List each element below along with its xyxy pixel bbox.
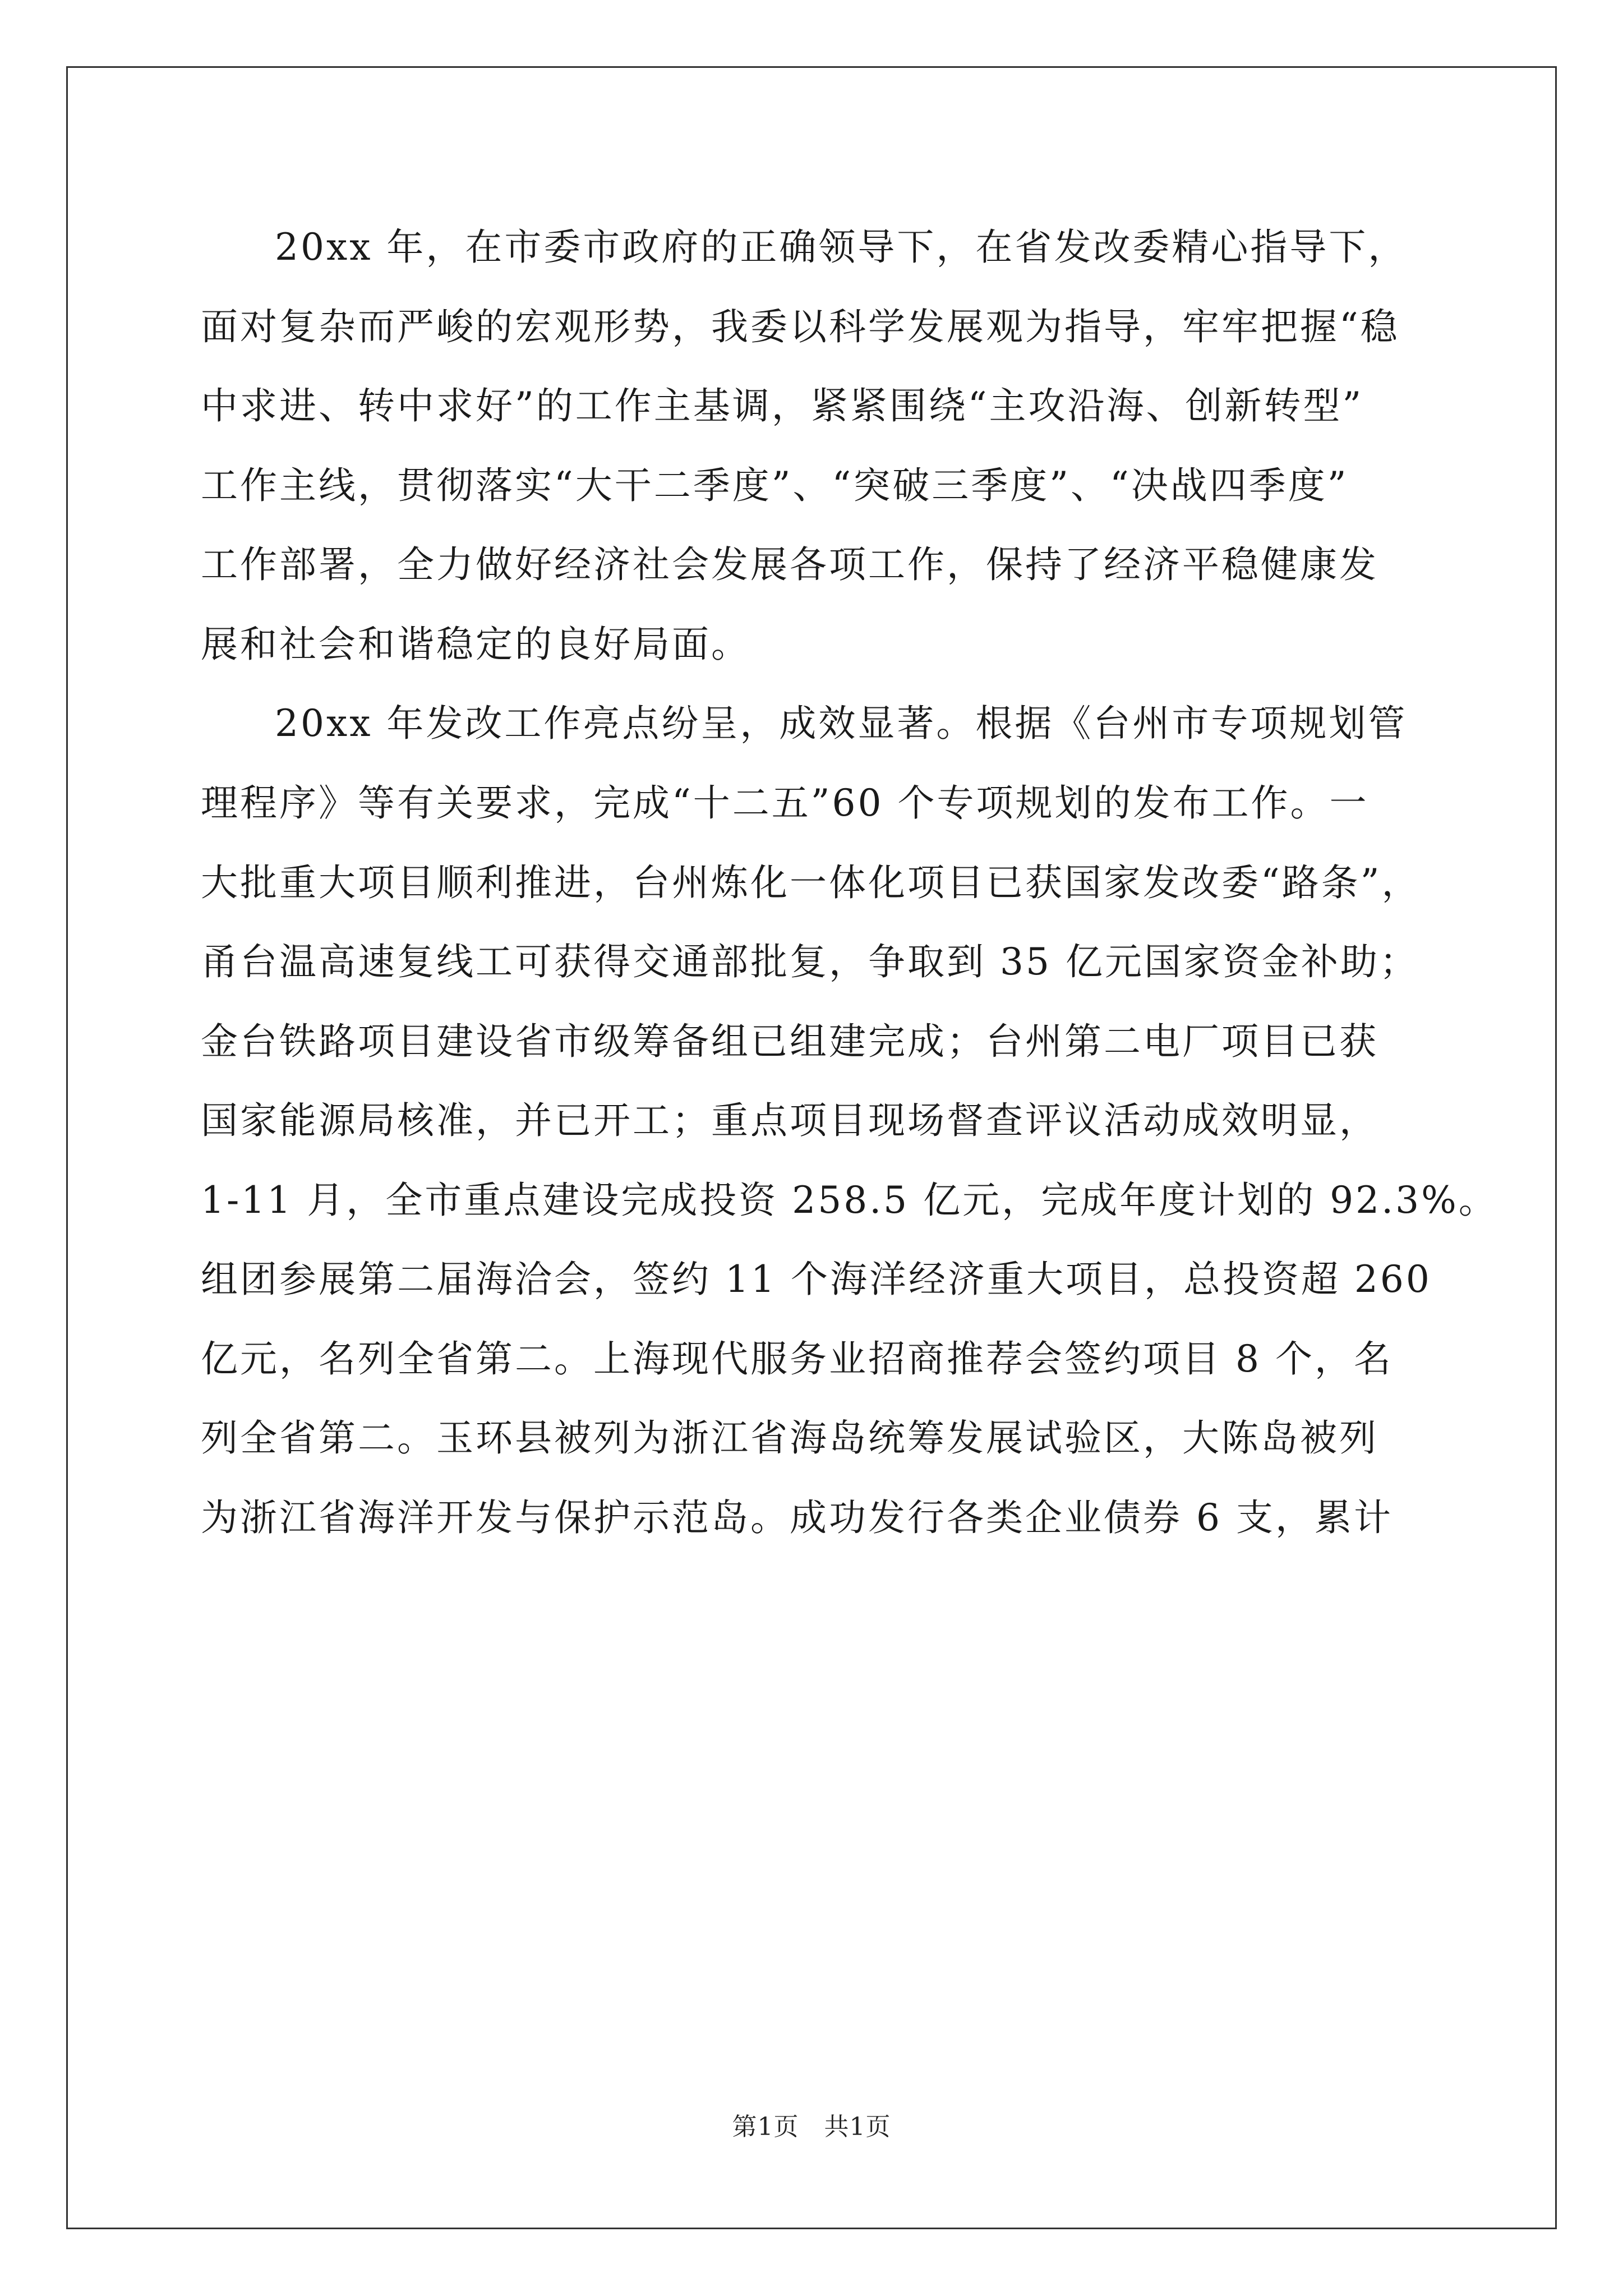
paragraph-1 [201,208,1474,684]
text-line: 20xx 年，在市委市政府的正确领导下，在省发改委精心指导下， [275,226,1408,269]
text-line: 大批重大项目顺利推进，台州炼化一体化项目已获国家发改委“路条”， [201,861,1421,904]
text-line: 展和社会和谐稳定的良好局面。 [201,622,750,666]
text-line: 工作部署，全力做好经济社会发展各项工作，保持了经济平稳健康发 [201,543,1378,587]
paragraph-2 [201,684,1498,1557]
text-line: 面对复杂而严峻的宏观形势，我委以科学发展观为指导，牢牢把握“稳 [201,305,1400,348]
text-line: 工作主线，贯彻落实“大干二季度”、“突破三季度”、“决战四季度” [201,463,1349,507]
text-line: 亿元，名列全省第二。上海现代服务业招商推荐会签约项目 8 个，名 [201,1337,1393,1381]
page-total: 共1页 [824,2113,891,2141]
text-line: 20xx 年发改工作亮点纷呈，成效显著。根据《台州市专项规划管 [275,702,1408,746]
text-line: 列全省第二。玉环县被列为浙江省海岛统筹发展试验区，大陈岛被列 [201,1416,1378,1460]
page-number: 第1页 [732,2113,799,2141]
page-footer [0,2106,1623,2142]
text-line: 为浙江省海洋开发与保护示范岛。成功发行各类企业债券 6 支，累计 [201,1496,1393,1539]
text-line: 国家能源局核准，并已开工；重点项目现场督查评议活动成效明显， [201,1099,1378,1143]
text-line: 1-11 月，全市重点建设完成投资 258.5 亿元，完成年度计划的 92.3%。 [201,1178,1498,1222]
document-body [201,208,1498,1558]
text-line: 中求进、转中求好”的工作主基调，紧紧围绕“主攻沿海、创新转型” [201,384,1364,428]
text-line: 组团参展第二届海洽会，签约 11 个海洋经济重大项目，总投资超 260 [201,1258,1432,1301]
text-line: 甬台温高速复线工可获得交通部批复，争取到 35 亿元国家资金补助； [201,940,1419,984]
text-line: 理程序》等有关要求，完成“十二五”60 个专项规划的发布工作。一 [201,781,1369,825]
text-line: 金台铁路项目建设省市级筹备组已组建完成；台州第二电厂项目已获 [201,1019,1378,1063]
